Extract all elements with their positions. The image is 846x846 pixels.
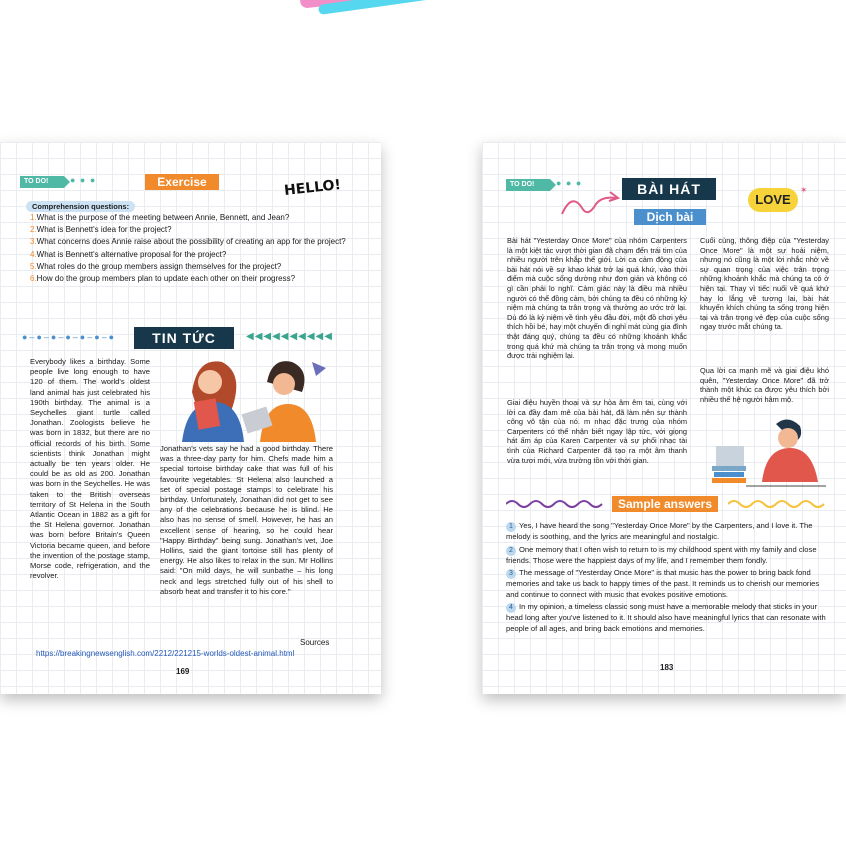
sample-answers-list bbox=[506, 521, 828, 637]
question-item: 4.What is Bennett's alternative proposal for the project? bbox=[30, 249, 227, 259]
students-illustration bbox=[172, 352, 332, 442]
reading-boy-illustration bbox=[706, 416, 828, 490]
todo-label: TO DO! bbox=[506, 179, 550, 191]
page-number-right: 183 bbox=[660, 663, 674, 672]
answer-number-badge: 1 bbox=[506, 522, 516, 532]
answer-number-badge: 4 bbox=[506, 603, 516, 613]
song-title: BÀI HÁT bbox=[622, 178, 716, 200]
answer-item: 2 One memory that I often wish to return to is my childhood spent with my family and close friends. Those were the happiest days of my life, and I remember them fondly. bbox=[506, 544, 817, 565]
wave-decoration bbox=[506, 498, 606, 510]
arrow-decoration: ◀◀◀◀◀◀◀◀◀◀ bbox=[246, 331, 333, 342]
question-item: 2.What is Bennett's idea for the project? bbox=[30, 225, 172, 235]
song-column-1-para-2: Giai điệu huyền thoại và sự hòa âm êm tai, cùng với lời ca đầy đam mê của bài hát, đã làm nên sự thành công vô tận của nó. m nhạc đặc trưng của nhóm Carpenters có thể nhận biết ngay lập tức, với giọng hát ấm áp của Karen Carpenter và sự phối nhạc tài tình của Richard Carpenter đã tạo ra một âm thanh vừa tươi mới, vừa trường tồn với thời gian. bbox=[507, 398, 687, 465]
todo-label: TO DO! bbox=[20, 176, 64, 188]
bead-decoration: ●–●–●–●–●–●–● bbox=[22, 332, 117, 342]
answer-item: 3 The message of "Yesterday Once More" is that music has the power to bring back fond memories and take us back to happy times of the past. It reminds us to cherish our memories and continue to connect with music that evokes positive emotions. bbox=[506, 568, 820, 599]
news-title: TIN TỨC bbox=[134, 327, 234, 349]
song-column-2-para-1: Cuối cùng, thông điệp của "Yesterday Once More" là một sự hoài niệm, nhưng nó cũng là một lời nhắc nhở về sự quan trọng của việc trân trọng những khoảnh khắc mà chúng ta có ở hiện tại. Thay vì tiếc nuối về quá khứ hay lo lắng về tương lai, bài hát khuyến khích chúng ta sống trong hiện tại và trân trọng vẻ đẹp của cuộc sống ngay trước mắt chúng ta. bbox=[700, 236, 829, 332]
question-item: 6.How do the group members plan to update each other on their progress? bbox=[30, 274, 296, 284]
song-column-2-para-2: Qua lời ca mạnh mẽ và giai điệu khó quên, "Yesterday Once More" đã trở thành một khúc ca được yêu thích bởi nhiều thế hệ người hâm mộ. bbox=[700, 366, 829, 404]
comprehension-label: Comprehension questions: bbox=[26, 201, 135, 212]
answer-item: 1 Yes, I have heard the song "Yesterday Once More" by the Carpenters, and I love it. The melody is soothing, and the lyrics are meaningful and nostalgic. bbox=[506, 521, 813, 541]
news-column-2: Jonathan's vets say he had a good birthday. There was a three-day party for him. Chefs made him a special tortoise birthday cake that was full of his favourite vegetables. St Helena also launched a set of special postage stamps to celebrate his birthday. Unfortunately, Jonathan did not get to see any of the celebrations because he is blind. He also has no sense of smell. However, he has an excellent sense of hearing, so he could hear "Happy Birthday" being sung. Jonathan's vet, Joe Hollins, said the giant tortoise still has plenty of energy. He also likes to relax in the sun. Mr Hollins said: "On mild days, he will sunbathe – his long neck and legs stretched fully out of his shell to absorb heat and transfer it to his core." bbox=[160, 444, 333, 596]
answer-number-badge: 2 bbox=[506, 546, 516, 556]
answer-number-badge: 3 bbox=[506, 569, 516, 579]
pen-decoration bbox=[318, 0, 448, 15]
spark-decoration: ✶ bbox=[800, 185, 809, 195]
answer-item: 4 In my opinion, a timeless classic song must have a memorable melody that sticks in your head long after you've listened to it. It should also have meaningful lyrics that can resonate with people of all ages, and bring back emotions and memories. bbox=[506, 602, 826, 633]
sample-answers-title: Sample answers bbox=[612, 496, 718, 512]
love-sticker: LOVE bbox=[748, 188, 798, 212]
swirl-arrow-icon bbox=[560, 190, 620, 220]
wave-decoration bbox=[728, 498, 828, 510]
hello-sticker: HELLO! bbox=[283, 177, 342, 199]
sources-label: Sources bbox=[300, 638, 330, 647]
exercise-title: Exercise bbox=[145, 174, 219, 190]
song-column-1-para-1: Bài hát "Yesterday Once More" của nhóm Carpenters là một kiệt tác vượt thời gian đã chạm đến trái tim của nhiều người trên khắp thế giới. Lời ca cảm động của bài hát nói về sự khao khát trở lại quá khứ, vào thời điểm mà cuộc sống dường như đơn giản và không có gì cần phải lo nghĩ. Cảm giác này là điều mà nhiều người có thể đồng cảm, bởi chúng ta đều có những kỷ niệm mà chúng ta trân trọng và thường ao ước trở lại. Dù đó là kỷ niệm về tình yêu đầu đời, một đồ chơi yêu thích hồi bé, hay một chuyến đi nghỉ mát cùng gia đình thật đáng quý, chúng ta đều có những khoảnh khắc trong quá khứ mà chúng ta trân trọng và mong muốn được trải nghiệm lại. bbox=[507, 236, 687, 361]
page-number-left: 169 bbox=[176, 667, 190, 676]
news-column-1: Everybody likes a birthday. Some people live long enough to have 120 of them. The world's oldest land animal has just celebrated his 190th birthday. The animal is a Seychelles giant turtle called Jonathan. Zoologists believe he was born in 1832, but there are no official records of his birth. Some scientists think Jonathan might actually be ten years older. He could be as old as 200. Jonathan was born in the Seychelles. He was taken to the British overseas territory of St Helena in the South Atlantic Ocean in 1882 as a gift for the St Helena governor. Jonathan was born before Britain's Queen Victoria became queen, and before the invention of the postage stamp, Morse code, refrigeration, and the revolver. bbox=[30, 357, 150, 581]
source-link[interactable]: https://breakingnewsenglish.com/2212/221215-worlds-oldest-animal.html bbox=[36, 649, 295, 658]
question-list bbox=[30, 212, 350, 285]
dots-decoration: ● ● ● bbox=[556, 178, 583, 188]
question-item: 1.What is the purpose of the meeting between Annie, Bennett, and Jean? bbox=[30, 213, 290, 222]
question-item: 5.What roles do the group members assign themselves for the project? bbox=[30, 261, 282, 271]
song-subtitle: Dịch bài bbox=[634, 209, 706, 225]
question-item: 3.What concerns does Annie raise about the possibility of creating an app for the project? bbox=[30, 237, 346, 247]
dots-decoration: ● ● ● bbox=[70, 175, 97, 185]
